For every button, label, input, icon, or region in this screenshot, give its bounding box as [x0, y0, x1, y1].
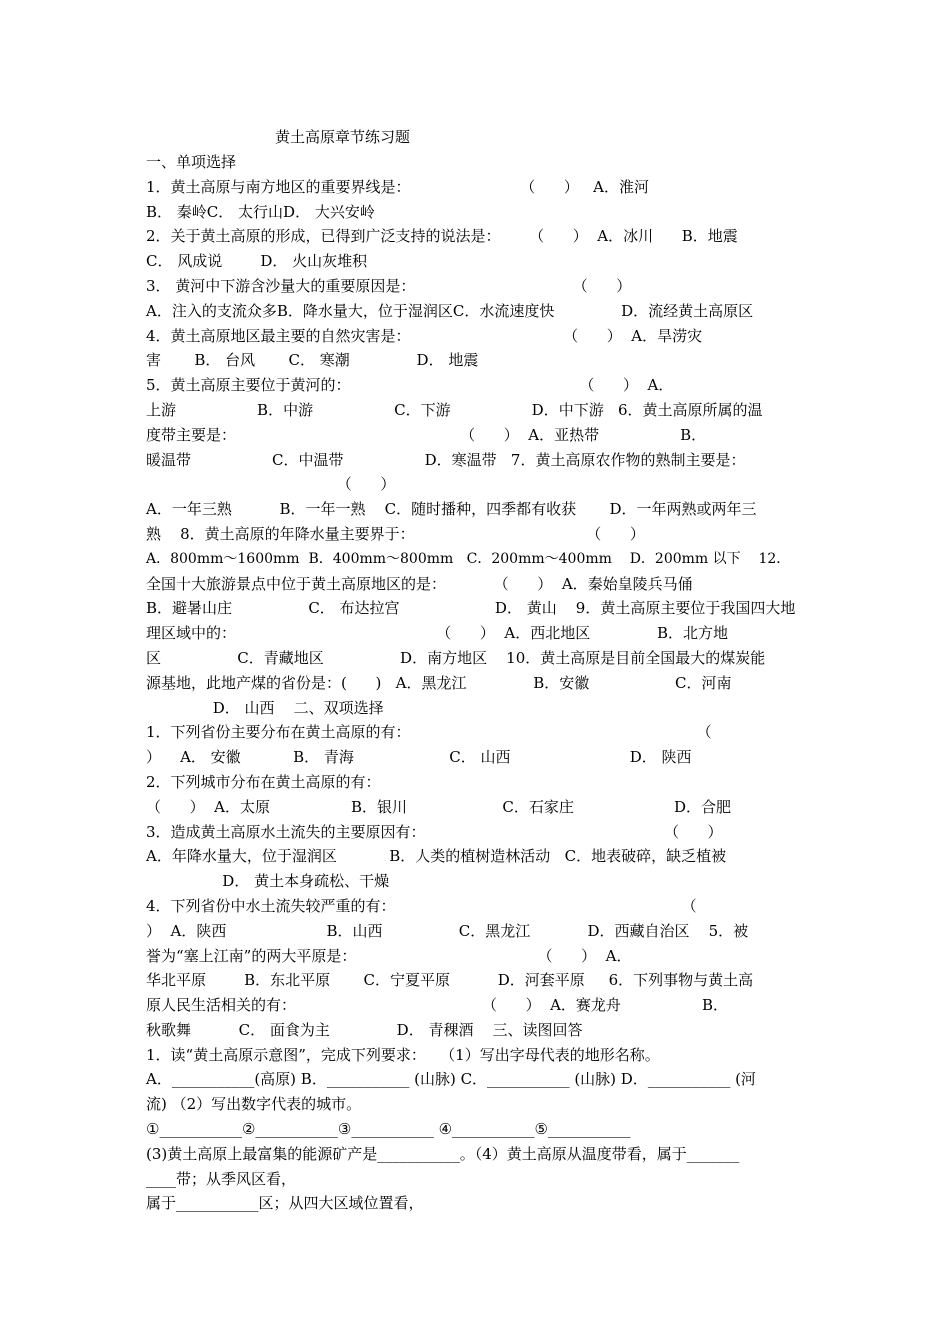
text-line: 2．关于黄土高原的形成，已得到广泛支持的说法是： （ ） A．冰川 B．地震: [146, 227, 738, 246]
text-line: 4．下列省份中水土流失较严重的有： （: [146, 896, 697, 915]
text-line: 华北平原 B．东北平原 C．宁夏平原 D．河套平原 6．下列事物与黄土高: [146, 971, 754, 990]
text-line: （ ）: [146, 475, 396, 494]
text-line: ） A． 安徽 B． 青海 C． 山西 D． 陕西: [146, 748, 692, 767]
text-line: 3．造成黄土高原水土流失的主要原因有： （ ）: [146, 822, 723, 841]
text-line: ） A．陕西 B．山西 C．黑龙江 D．西藏自治区 5．被: [146, 921, 749, 940]
text-line: 源基地，此地产煤的省份是：( ) A．黑龙江 B．安徽 C．河南: [146, 673, 732, 692]
text-line: 上游 B．中游 C．下游 D．中下游 6．黄土高原所属的温: [146, 400, 763, 419]
text-line: 3． 黄河中下游含沙量大的重要原因是： （ ）: [146, 276, 632, 295]
text-line: 属于___________区；从四大区域位置看，: [146, 1194, 424, 1213]
text-line: 熟 8．黄土高原的年降水量主要界于： （ ）: [146, 524, 645, 543]
text-line: D． 黄土本身疏松、干燥: [146, 872, 390, 891]
text-line: 全国十大旅游景点中位于黄土高原地区的是： （ ） A．秦始皇陵兵马俑: [146, 574, 693, 593]
text-line: 誉为“塞上江南”的两大平原是： （ ） A．: [146, 946, 632, 965]
text-line: 5．黄土高原主要位于黄河的： （ ） A．: [146, 376, 674, 395]
text-line: 1．下列省份主要分布在黄土高原的有： （: [146, 723, 712, 742]
text-line: 流) （2）写出数字代表的城市。: [146, 1095, 362, 1114]
text-line: A．年降水量大，位于湿润区 B．人类的植树造林活动 C．地表破碎，缺乏植被: [146, 847, 727, 866]
text-line: 秋歌舞 C． 面食为主 D． 青稞酒 三、读图回答: [146, 1020, 583, 1039]
text-line: 度带主要是： （ ） A．亚热带 B．: [146, 425, 707, 444]
text-line: 1．黄土高原与南方地区的重要界线是： （ ） A．淮河: [146, 177, 649, 196]
text-line: C． 风成说 D． 火山灰堆积: [146, 252, 368, 271]
text-line: D． 山西 二、双项选择: [146, 698, 384, 717]
exercise-body: [146, 150, 810, 1216]
text-line: ____带；从季风区看，: [146, 1169, 297, 1188]
text-line: 理区域中的： （ ） A．西北地区 B．北方地: [146, 624, 729, 643]
text-line: 4．黄土高原地区最主要的自然灾害是： （ ） A．旱涝灾: [146, 326, 703, 345]
document-title: 黄土高原章节练习题: [275, 128, 411, 146]
text-line: B．避暑山庄 C． 布达拉宫 D． 黄山 9．黄土高原主要位于我国四大地: [146, 599, 796, 618]
text-line: 1．读“黄土高原示意图”，完成下列要求： （1）写出字母代表的地形名称。: [146, 1045, 660, 1064]
text-line: A．注入的支流众多B．降水量大，位于湿润区C．水流速度快 D．流经黄土高原区: [146, 301, 754, 320]
text-line: (3)黄土高原上最富集的能源矿产是___________。（4）黄土高原从温度带看，属于_______: [146, 1144, 740, 1163]
text-line: 2．下列城市分布在黄土高原的有：: [146, 772, 381, 791]
text-line: 原人民生活相关的有： （ ） A．赛龙舟 B．: [146, 996, 729, 1015]
text-line: 区 C．青藏地区 D．南方地区 10．黄土高原是目前全国最大的煤炭能: [146, 648, 766, 667]
text-line: B． 秦岭C． 太行山D． 大兴安岭: [146, 202, 375, 221]
text-line: 暖温带 C．中温带 D．寒温带 7．黄土高原农作物的熟制主要是：: [146, 450, 746, 469]
text-line: ①___________②___________③___________ ④___________⑤___________: [146, 1120, 631, 1139]
text-line: （ ） A．太原 B．银川 C．石家庄 D．合肥: [146, 797, 732, 816]
text-line: A．一年三熟 B．一年一熟 C．随时播种，四季都有收获 D．一年两熟或两年三: [146, 500, 757, 519]
text-line: A．___________(高原) B．___________ (山脉) C．___________ (山脉) D．___________ (河: [146, 1070, 756, 1089]
text-line: 一、单项选择: [146, 153, 237, 171]
text-line: 害 B． 台风 C． 寒潮 D． 地震: [146, 351, 479, 370]
text-line: A．800mm～1600mm B．400mm～800mm C．200mm～400mm D．200mm 以下 12．: [146, 550, 791, 567]
